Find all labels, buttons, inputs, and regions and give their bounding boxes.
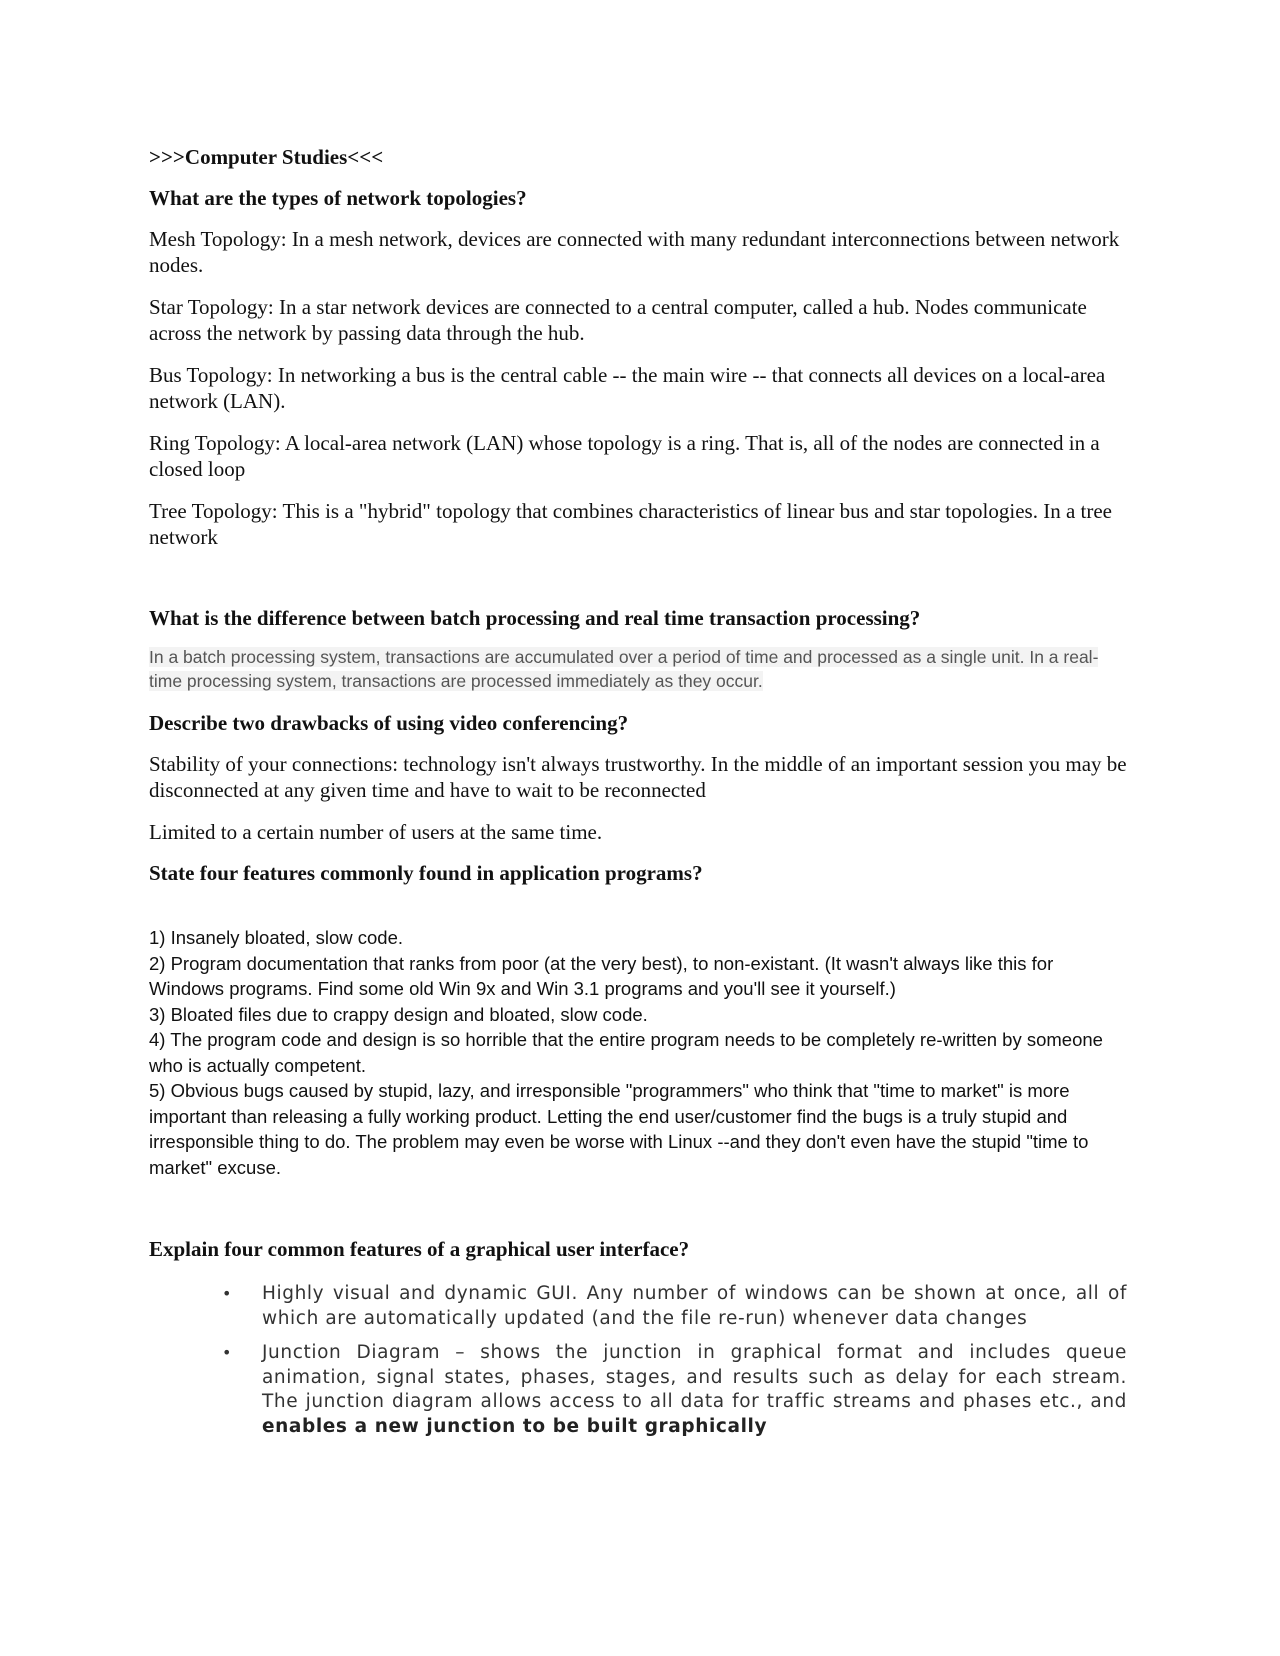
question-gui-features: Explain four common features of a graphical user interface? [149,1237,690,1261]
gui-feature-item [222,1282,1127,1331]
paragraph-tree-topology: Tree Topology: This is a "hybrid" topology that combines characteristics of linear bus and star topologies. In a tree network [149,499,1113,549]
bullet-icon: • [222,1343,233,1362]
paragraph-video-drawback-2: Limited to a certain number of users at the same time. [149,820,603,844]
application-feature-item: 1) Insanely bloated, slow code. [149,927,404,948]
gui-feature-emphasis: enables a new junction to be built graphically [262,1415,768,1437]
gui-feature-text: Junction Diagram – shows the junction in graphical format and includes queue animation, signal states, phases, stages, and results such as delay for each stream. The junction diagram allows access to all data for traffic streams and phases etc., and [262,1342,1127,1412]
question-application-features: State four features commonly found in application programs? [149,861,703,885]
gui-features-list [149,1282,1127,1439]
gui-feature-item [222,1341,1127,1439]
answer-batch-processing: In a batch processing system, transactions are accumulated over a period of time and processed as a single unit. In a real-time processing system, transactions are processed immediately as they occur. [149,647,1099,691]
application-feature-item: 2) Program documentation that ranks from poor (at the very best), to non-existant. (It wasn't always like this for Windows programs. Find some old Win 9x and Win 3.1 programs and you'll see it yourself.) [149,952,1054,999]
document-page [149,144,1127,1449]
bullet-icon: • [222,1284,233,1303]
application-feature-item: 3) Bloated files due to crappy design and bloated, slow code. [149,1003,648,1025]
question-topologies: What are the types of network topologies? [149,186,527,210]
gui-feature-text: Highly visual and dynamic GUI. Any number of windows can be shown at once, all of which are automatically updated (and the file re-run) whenever data changes [262,1283,1127,1329]
paragraph-star-topology: Star Topology: In a star network devices are connected to a central computer, called a hub. Nodes communicate across the network by passing data through the hub. [149,295,1087,345]
application-feature-item: 4) The program code and design is so horrible that the entire program needs to be completely re-written by someone who is actually competent. [149,1029,1103,1076]
paragraph-mesh-topology: Mesh Topology: In a mesh network, devices are connected with many redundant interconnections between network nodes. [149,227,1120,277]
application-features-list [149,925,1127,1180]
paragraph-video-drawback-1: Stability of your connections: technology isn't always trustworthy. In the middle of an important session you may be disconnected at any given time and have to wait to be reconnected [149,752,1127,802]
answer-batch-processing-block [149,646,1127,693]
document-title: >>>Computer Studies<<< [149,145,384,169]
paragraph-ring-topology: Ring Topology: A local-area network (LAN) whose topology is a ring. That is, all of the nodes are connected in a closed loop [149,431,1100,481]
paragraph-bus-topology: Bus Topology: In networking a bus is the central cable -- the main wire -- that connects all devices on a local-area network (LAN). [149,363,1106,413]
question-batch-processing: What is the difference between batch processing and real time transaction processing? [149,606,921,630]
question-video-conferencing: Describe two drawbacks of using video conferencing? [149,711,629,735]
application-feature-item: 5) Obvious bugs caused by stupid, lazy, and irresponsible "programmers" who think that "time to market" is more important than releasing a fully working product. Letting the end user/customer find the bugs is a truly stupid and irresponsible thing to do. The problem may even be worse with Linux --and they don't even have the stupid "time to market" excuse. [149,1080,1089,1178]
